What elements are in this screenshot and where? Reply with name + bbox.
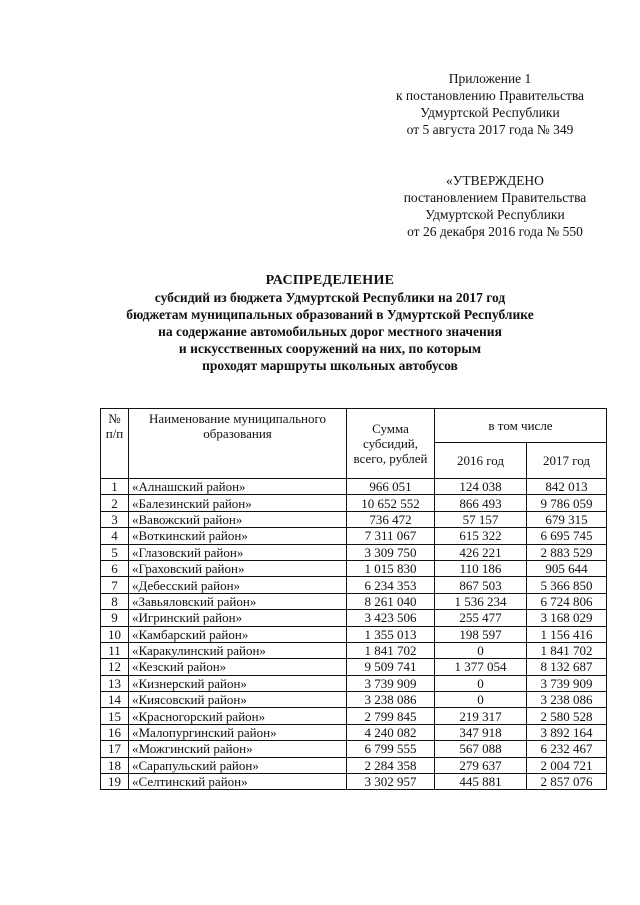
total-subsidy: 1 015 830: [347, 560, 435, 576]
table-row: [101, 593, 607, 609]
municipality-name: «Киясовский район»: [129, 692, 347, 708]
subsidy-2016: 0: [435, 692, 527, 708]
subsidy-2017: 679 315: [527, 511, 607, 527]
approved-line: постановлением Правительства: [403, 190, 587, 205]
subsidy-2016: 198 597: [435, 626, 527, 642]
subsidy-2017: 3 739 909: [527, 675, 607, 691]
header-2017: 2017 год: [527, 443, 607, 479]
approved-line: Удмуртской Республики: [425, 207, 565, 222]
municipality-name: «Алнашский район»: [129, 479, 347, 495]
approved-line: от 26 декабря 2016 года № 550: [407, 224, 583, 239]
subsidy-2017: 6 695 745: [527, 528, 607, 544]
table-row: [101, 511, 607, 527]
total-subsidy: 6 799 555: [347, 741, 435, 757]
table-row: [101, 610, 607, 626]
table-row: [101, 560, 607, 576]
heading-line: субсидий из бюджета Удмуртской Республики на 2017 год: [154, 290, 506, 305]
row-number: 12: [101, 659, 129, 675]
subsidy-2016: 1 536 234: [435, 593, 527, 609]
row-number: 13: [101, 675, 129, 691]
table-row: [101, 479, 607, 495]
subsidy-2016: 255 477: [435, 610, 527, 626]
municipality-name: «Кизнерский район»: [129, 675, 347, 691]
table-row: [101, 741, 607, 757]
row-number: 16: [101, 724, 129, 740]
table-row: [101, 642, 607, 658]
subsidy-2017: 2 883 529: [527, 544, 607, 560]
total-subsidy: 736 472: [347, 511, 435, 527]
appendix-block: [380, 70, 600, 138]
heading-line: на содержание автомобильных дорог местного значения: [158, 324, 502, 339]
row-number: 19: [101, 774, 129, 790]
row-number: 2: [101, 495, 129, 511]
subsidy-2016: 866 493: [435, 495, 527, 511]
municipality-name: «Каракулинский район»: [129, 642, 347, 658]
municipality-name: «Малопургинский район»: [129, 724, 347, 740]
subsidy-2017: 2 004 721: [527, 757, 607, 773]
approved-block: [385, 172, 605, 240]
subsidy-2017: 842 013: [527, 479, 607, 495]
subsidy-2016: 567 088: [435, 741, 527, 757]
subsidy-2017: 2 857 076: [527, 774, 607, 790]
row-number: 18: [101, 757, 129, 773]
row-number: 7: [101, 577, 129, 593]
subsidy-2016: 347 918: [435, 724, 527, 740]
municipality-name: «Дебесский район»: [129, 577, 347, 593]
heading-line: бюджетам муниципальных образований в Удмуртской Республике: [126, 307, 534, 322]
document-title: РАСПРЕДЕЛЕНИЕ: [265, 273, 395, 288]
row-number: 17: [101, 741, 129, 757]
subsidy-2017: 3 238 086: [527, 692, 607, 708]
document-heading: [60, 272, 600, 374]
heading-line: проходят маршруты школьных автобусов: [202, 358, 458, 373]
subsidy-2017: 9 786 059: [527, 495, 607, 511]
subsidy-2016: 124 038: [435, 479, 527, 495]
row-number: 5: [101, 544, 129, 560]
subsidy-2016: 1 377 054: [435, 659, 527, 675]
table-body: [101, 479, 607, 790]
appendix-line: Приложение 1: [448, 71, 532, 86]
table-row: [101, 626, 607, 642]
municipality-name: «Красногорский район»: [129, 708, 347, 724]
row-number: 3: [101, 511, 129, 527]
header-name: Наименование муниципального образования: [129, 409, 347, 479]
subsidy-2017: 6 724 806: [527, 593, 607, 609]
subsidy-2016: 615 322: [435, 528, 527, 544]
row-number: 15: [101, 708, 129, 724]
subsidy-2017: 1 841 702: [527, 642, 607, 658]
heading-line: и искусственных сооружений на них, по которым: [178, 341, 482, 356]
subsidy-2017: 1 156 416: [527, 626, 607, 642]
total-subsidy: 4 240 082: [347, 724, 435, 740]
row-number: 1: [101, 479, 129, 495]
municipality-name: «Граховский район»: [129, 560, 347, 576]
total-subsidy: 3 238 086: [347, 692, 435, 708]
subsidy-2017: 6 232 467: [527, 741, 607, 757]
row-number: 14: [101, 692, 129, 708]
appendix-line: от 5 августа 2017 года № 349: [406, 122, 574, 137]
row-number: 9: [101, 610, 129, 626]
municipality-name: «Глазовский район»: [129, 544, 347, 560]
total-subsidy: 9 509 741: [347, 659, 435, 675]
municipality-name: «Балезинский район»: [129, 495, 347, 511]
total-subsidy: 3 309 750: [347, 544, 435, 560]
municipality-name: «Селтинский район»: [129, 774, 347, 790]
subsidy-2016: 0: [435, 675, 527, 691]
table-row: [101, 757, 607, 773]
subsidy-2017: 3 892 164: [527, 724, 607, 740]
table-row: [101, 495, 607, 511]
subsidy-2016: 57 157: [435, 511, 527, 527]
header-2016: 2016 год: [435, 443, 527, 479]
subsidy-2017: 2 580 528: [527, 708, 607, 724]
total-subsidy: 2 284 358: [347, 757, 435, 773]
total-subsidy: 966 051: [347, 479, 435, 495]
total-subsidy: 10 652 552: [347, 495, 435, 511]
subsidy-2016: 426 221: [435, 544, 527, 560]
table-row: [101, 708, 607, 724]
table-row: [101, 544, 607, 560]
subsidy-2016: 0: [435, 642, 527, 658]
municipality-name: «Игринский район»: [129, 610, 347, 626]
subsidy-2017: 5 366 850: [527, 577, 607, 593]
municipality-name: «Вавожский район»: [129, 511, 347, 527]
table-row: [101, 692, 607, 708]
total-subsidy: 7 311 067: [347, 528, 435, 544]
table-row: [101, 675, 607, 691]
approved-line: «УТВЕРЖДЕНО: [446, 173, 544, 188]
total-subsidy: 6 234 353: [347, 577, 435, 593]
subsidy-2016: 279 637: [435, 757, 527, 773]
table-row: [101, 659, 607, 675]
subsidy-table: [100, 408, 607, 790]
subsidy-2016: 110 186: [435, 560, 527, 576]
header-num: № п/п: [101, 409, 129, 479]
appendix-line: к постановлению Правительства: [395, 88, 585, 103]
row-number: 11: [101, 642, 129, 658]
subsidy-2017: 8 132 687: [527, 659, 607, 675]
total-subsidy: 8 261 040: [347, 593, 435, 609]
row-number: 6: [101, 560, 129, 576]
municipality-name: «Кезский район»: [129, 659, 347, 675]
table-row: [101, 774, 607, 790]
row-number: 10: [101, 626, 129, 642]
row-number: 8: [101, 593, 129, 609]
header-including: в том числе: [435, 409, 607, 443]
total-subsidy: 3 423 506: [347, 610, 435, 626]
municipality-name: «Сарапульский район»: [129, 757, 347, 773]
municipality-name: «Воткинский район»: [129, 528, 347, 544]
table-row: [101, 577, 607, 593]
subsidy-2016: 867 503: [435, 577, 527, 593]
total-subsidy: 1 841 702: [347, 642, 435, 658]
header-total: Сумма субсидий, всего, рублей: [347, 409, 435, 479]
municipality-name: «Камбарский район»: [129, 626, 347, 642]
subsidy-2016: 445 881: [435, 774, 527, 790]
subsidy-2017: 905 644: [527, 560, 607, 576]
subsidy-2016: 219 317: [435, 708, 527, 724]
subsidy-2017: 3 168 029: [527, 610, 607, 626]
municipality-name: «Завьяловский район»: [129, 593, 347, 609]
total-subsidy: 2 799 845: [347, 708, 435, 724]
municipality-name: «Можгинский район»: [129, 741, 347, 757]
row-number: 4: [101, 528, 129, 544]
total-subsidy: 3 302 957: [347, 774, 435, 790]
table-row: [101, 528, 607, 544]
table-row: [101, 724, 607, 740]
appendix-line: Удмуртской Республики: [420, 105, 560, 120]
total-subsidy: 3 739 909: [347, 675, 435, 691]
total-subsidy: 1 355 013: [347, 626, 435, 642]
